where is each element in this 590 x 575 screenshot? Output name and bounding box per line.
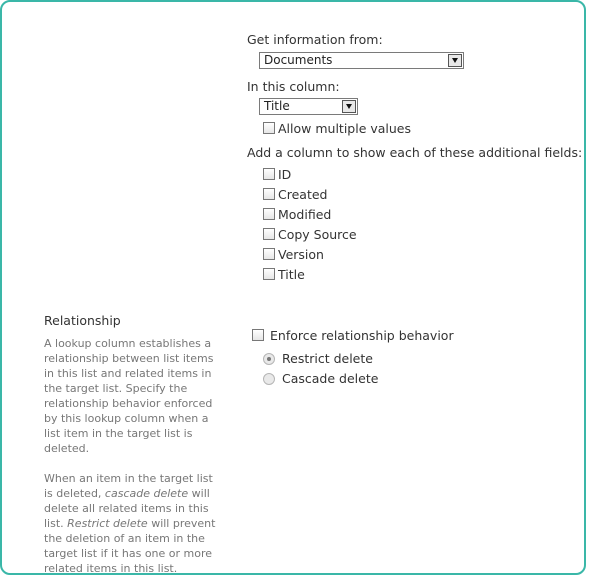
field-checkbox-copy-source[interactable]	[263, 228, 275, 240]
field-checkbox-modified[interactable]	[263, 208, 275, 220]
field-label-title: Title	[278, 267, 305, 282]
field-label-created: Created	[278, 187, 328, 202]
relationship-title: Relationship	[44, 313, 121, 328]
field-label-id: ID	[278, 167, 292, 182]
get-info-label: Get information from:	[247, 32, 383, 47]
allow-multiple-checkbox[interactable]	[263, 122, 275, 134]
enforce-relationship-label: Enforce relationship behavior	[270, 328, 454, 343]
list-select[interactable]	[259, 52, 464, 69]
field-checkbox-created[interactable]	[263, 188, 275, 200]
list-select-value: Documents	[264, 53, 333, 67]
chevron-down-icon[interactable]	[342, 100, 356, 113]
restrict-delete-label: Restrict delete	[282, 351, 373, 366]
field-label-modified: Modified	[278, 207, 332, 222]
restrict-delete-radio[interactable]	[263, 353, 275, 365]
column-select-value: Title	[264, 99, 290, 113]
relationship-description	[44, 336, 224, 575]
column-select[interactable]	[259, 98, 358, 115]
relationship-description-2: When an item in the target list is deleted, cascade delete will delete all related items in this list. Restrict delete will prevent the deletion of an item in the target list if it has one or more related items in this list.	[44, 472, 216, 575]
allow-multiple-label: Allow multiple values	[278, 121, 412, 136]
cascade-delete-label: Cascade delete	[282, 371, 379, 386]
field-checkbox-version[interactable]	[263, 248, 275, 260]
chevron-down-icon[interactable]	[448, 54, 462, 67]
field-label-version: Version	[278, 247, 324, 262]
field-checkbox-title[interactable]	[263, 268, 275, 280]
additional-fields-label: Add a column to show each of these additional fields:	[247, 145, 583, 160]
relationship-description-1: A lookup column establishes a relationship between list items in this list and related items in the target list. Specify the relationship behavior enforced by this lookup column when a list item in the target list is deleted.	[44, 337, 214, 455]
column-label: In this column:	[247, 79, 340, 94]
enforce-relationship-checkbox[interactable]	[252, 329, 264, 341]
field-label-copy-source: Copy Source	[278, 227, 357, 242]
cascade-delete-radio[interactable]	[263, 373, 275, 385]
field-checkbox-id[interactable]	[263, 168, 275, 180]
